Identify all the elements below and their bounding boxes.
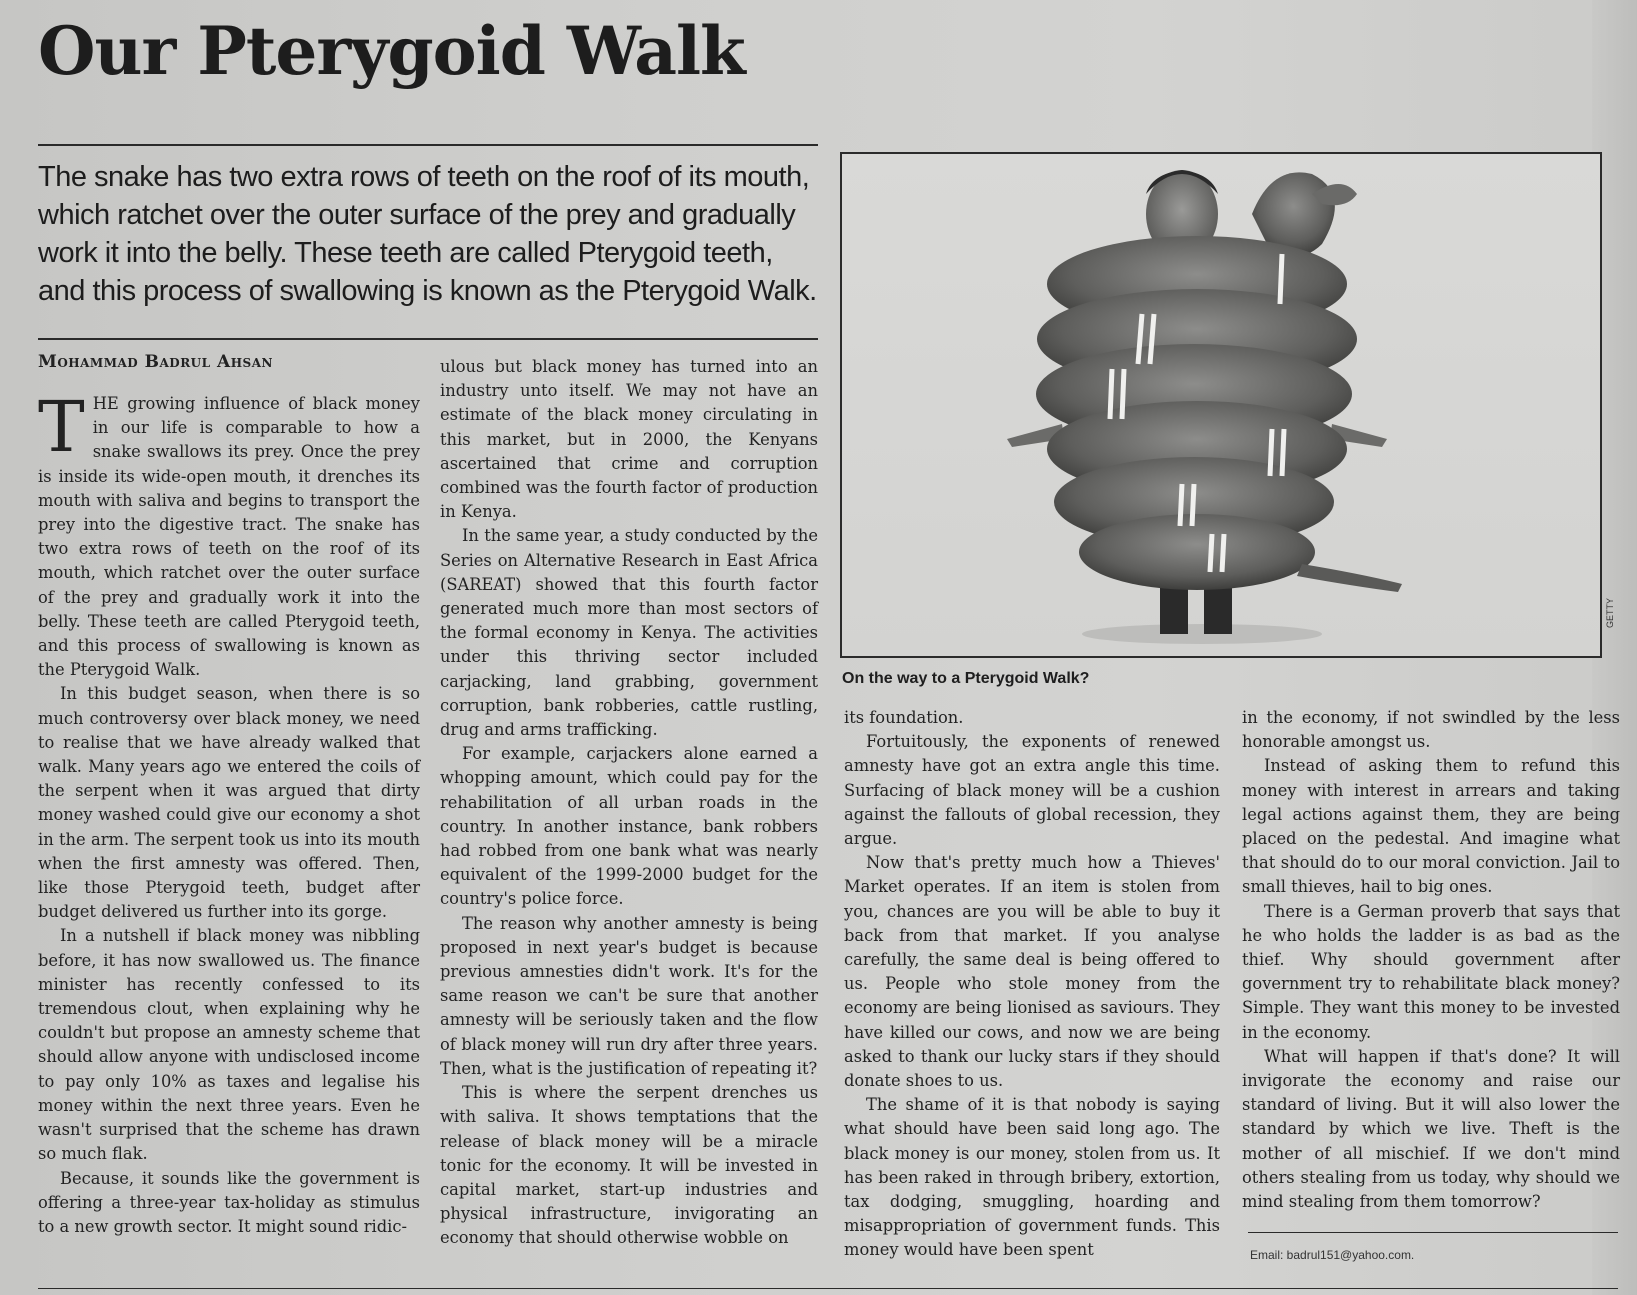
photo-credit: GETTY — [1605, 597, 1615, 628]
paragraph: in the economy, if not swindled by the less honorable amongst us. — [1242, 708, 1620, 752]
paragraph: In the same year, a study conducted by the Series on Alternative Research in East Africa (SAREAT) showed that this fourth factor generated much more than most sectors of the formal economy in Kenya. The activities under this thriving sector included carjacking, land grabbing, government corruption, bank robberies, cattle rustling, drug and arms trafficking. — [440, 526, 818, 740]
column-1 — [38, 386, 420, 1239]
bottom-rule — [38, 1288, 1618, 1289]
paragraph: There is a German proverb that says that he who holds the ladder is as bad as the thief. Why should government after government try to rehabilitate black money? Simple. They want this money to be invested in the economy. — [1242, 901, 1620, 1042]
man-wrapped-by-snake-illustration — [842, 154, 1600, 656]
deck-top-rule — [38, 144, 818, 146]
column-2 — [440, 355, 818, 1251]
column-3 — [844, 706, 1220, 1263]
paragraph: ulous but black money has turned into an industry unto itself. We may not have an estimate of the black money circulating in this market, but in 2000, the Kenyans ascertained that crime and corruption combined was the fourth factor of production in Kenya. — [440, 357, 818, 522]
paragraph: its foundation. — [844, 708, 964, 727]
column-4 — [1242, 706, 1620, 1214]
drop-cap: T — [38, 386, 85, 468]
paragraph: The reason why another amnesty is being proposed in next year's budget is because previous amnesties didn't work. It's for the same reason we can't be sure that another amnesty will be seriously taken and the flow of black money will run dry after three years. Then, what is the justification of repeating it? — [440, 913, 818, 1078]
photo-caption: On the way to a Pterygoid Walk? — [842, 670, 1090, 687]
paragraph: In this budget season, when there is so much controversy over black money, we need to realise that we have already walked that walk. Many years ago we entered the coils of the serpent when it was argued that dirty money washed could give our economy a shot in the arm. The serpent took us into its mouth when the first amnesty was offered. Then, like those Pterygoid teeth, budget after budget delivered us further into its gorge. — [38, 684, 420, 922]
paragraph: For example, carjackers alone earned a whopping amount, which could pay for the rehabilitation of all urban roads in the country. In another instance, bank robbers had robbed from one bank what was nearly equivalent of the 1999-2000 budget for the country's police force. — [440, 744, 818, 909]
author-email: Email: badrul151@yahoo.com. — [1250, 1248, 1415, 1262]
deck-bottom-rule — [38, 338, 818, 340]
paragraph: Because, it sounds like the government is offering a three-year tax-holiday as stimulus to a new growth sector. It might sound ridic- — [38, 1168, 420, 1236]
email-rule — [1248, 1232, 1618, 1233]
paragraph: Fortuitously, the exponents of renewed amnesty have got an extra angle this time. Surfacing of black money will be a cushion against the fallouts of global recession, they argue. — [844, 732, 1220, 849]
headline: Our Pterygoid Walk — [38, 12, 745, 90]
paragraph: What will happen if that's done? It will invigorate the economy and raise our standard of living. But it will also lower the standard by which we live. Theft is the mother of all mischief. If we don't mind others stealing from us today, why should we mind stealing from them tomorrow? — [1242, 1046, 1620, 1212]
photo — [840, 152, 1602, 658]
paragraph: Instead of asking them to refund this money with interest in arrears and taking legal actions against them, they are being placed on the pedestal. And imagine what that should do to our moral conviction. Jail to small thieves, hail to big ones. — [1242, 756, 1620, 897]
paragraph: THE growing influence of black money in our life is comparable to how a snake swallows its prey. Once the prey is inside its wide-open mouth, it drenches its mouth with saliva and begins to transport the prey into the digestive tract. The snake has two extra rows of teeth on the roof of its mouth, which ratchet over the outer surface of the prey and gradually work it into the belly. These teeth are called Pterygoid teeth, and this process of swallowing is known as the Pterygoid Walk. — [38, 386, 420, 680]
paragraph: This is where the serpent drenches us with saliva. It shows temptations that the release of black money will be a miracle tonic for the economy. It will be invested in capital market, start-up industries and physical infrastructure, invigorating an economy that should otherwise wobble on — [440, 1083, 818, 1248]
deck: The snake has two extra rows of teeth on the roof of its mouth, which ratchet over the outer surface of the prey and gradually work it into the belly. These teeth are called Pterygoid teeth, and this process of swallowing is known as the Pterygoid Walk. — [38, 161, 817, 307]
paragraph: Now that's pretty much how a Thieves' Market operates. If an item is stolen from you, chances are you will be able to buy it back from that market. If you analyse carefully, the same deal is being offered to us. People who stole money from the economy are being lionised as saviours. They have killed our cows, and now we are being asked to thank our lucky stars if they should donate shoes to us. — [844, 853, 1220, 1091]
byline: Mohammad Badrul Ahsan — [38, 352, 273, 372]
paragraph: In a nutshell if black money was nibbling before, it has now swallowed us. The finance minister has recently confessed to its tremendous clout, when explaining why he couldn't but propose an amnesty scheme that should allow anyone with undisclosed income to pay only 10% as taxes and legalise his money within the next three years. Even he wasn't surprised that the scheme has drawn so much flak. — [38, 926, 420, 1164]
paragraph: The shame of it is that nobody is saying what should have been said long ago. The black money is our money, stolen from us. It has been raked in through bribery, extortion, tax dodging, smuggling, hoarding and misappropriation of government funds. This money would have been spent — [844, 1095, 1220, 1260]
